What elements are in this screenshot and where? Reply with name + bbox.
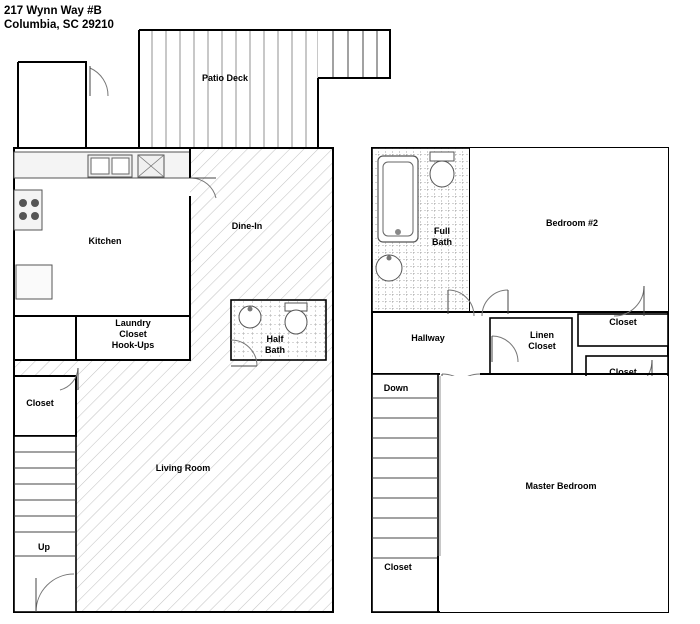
room-label-dine-in: Dine-In <box>231 221 263 231</box>
room-label-hallway: Hallway <box>411 333 445 343</box>
room-label-closet-mid-right: Closet <box>609 367 637 377</box>
address-line-1: 217 Wynn Way #B <box>4 5 102 17</box>
room-label-closet-top-right: Closet <box>609 317 637 327</box>
room-label-closet-bottom: Closet <box>384 562 412 572</box>
room-label-linen-closet: Linen Closet <box>528 330 556 351</box>
address-line-2: Columbia, SC 29210 <box>4 19 114 31</box>
room-label-closet-left: Closet <box>26 398 54 408</box>
room-label-down: Down <box>383 383 409 393</box>
room-label-kitchen: Kitchen <box>88 236 122 246</box>
room-label-patio-deck: Patio Deck <box>201 73 249 83</box>
room-label-up: Up <box>38 542 50 552</box>
room-label-laundry-closet-hookups: Laundry Closet Hook-Ups <box>111 318 155 350</box>
room-label-master-bedroom: Master Bedroom <box>525 481 597 491</box>
room-label-full-bath: Full Bath <box>432 226 452 247</box>
property-address <box>4 4 114 32</box>
room-label-bedroom-2: Bedroom #2 <box>545 218 598 228</box>
room-label-living-room: Living Room <box>155 463 211 473</box>
room-label-half-bath: Half Bath <box>265 334 285 355</box>
